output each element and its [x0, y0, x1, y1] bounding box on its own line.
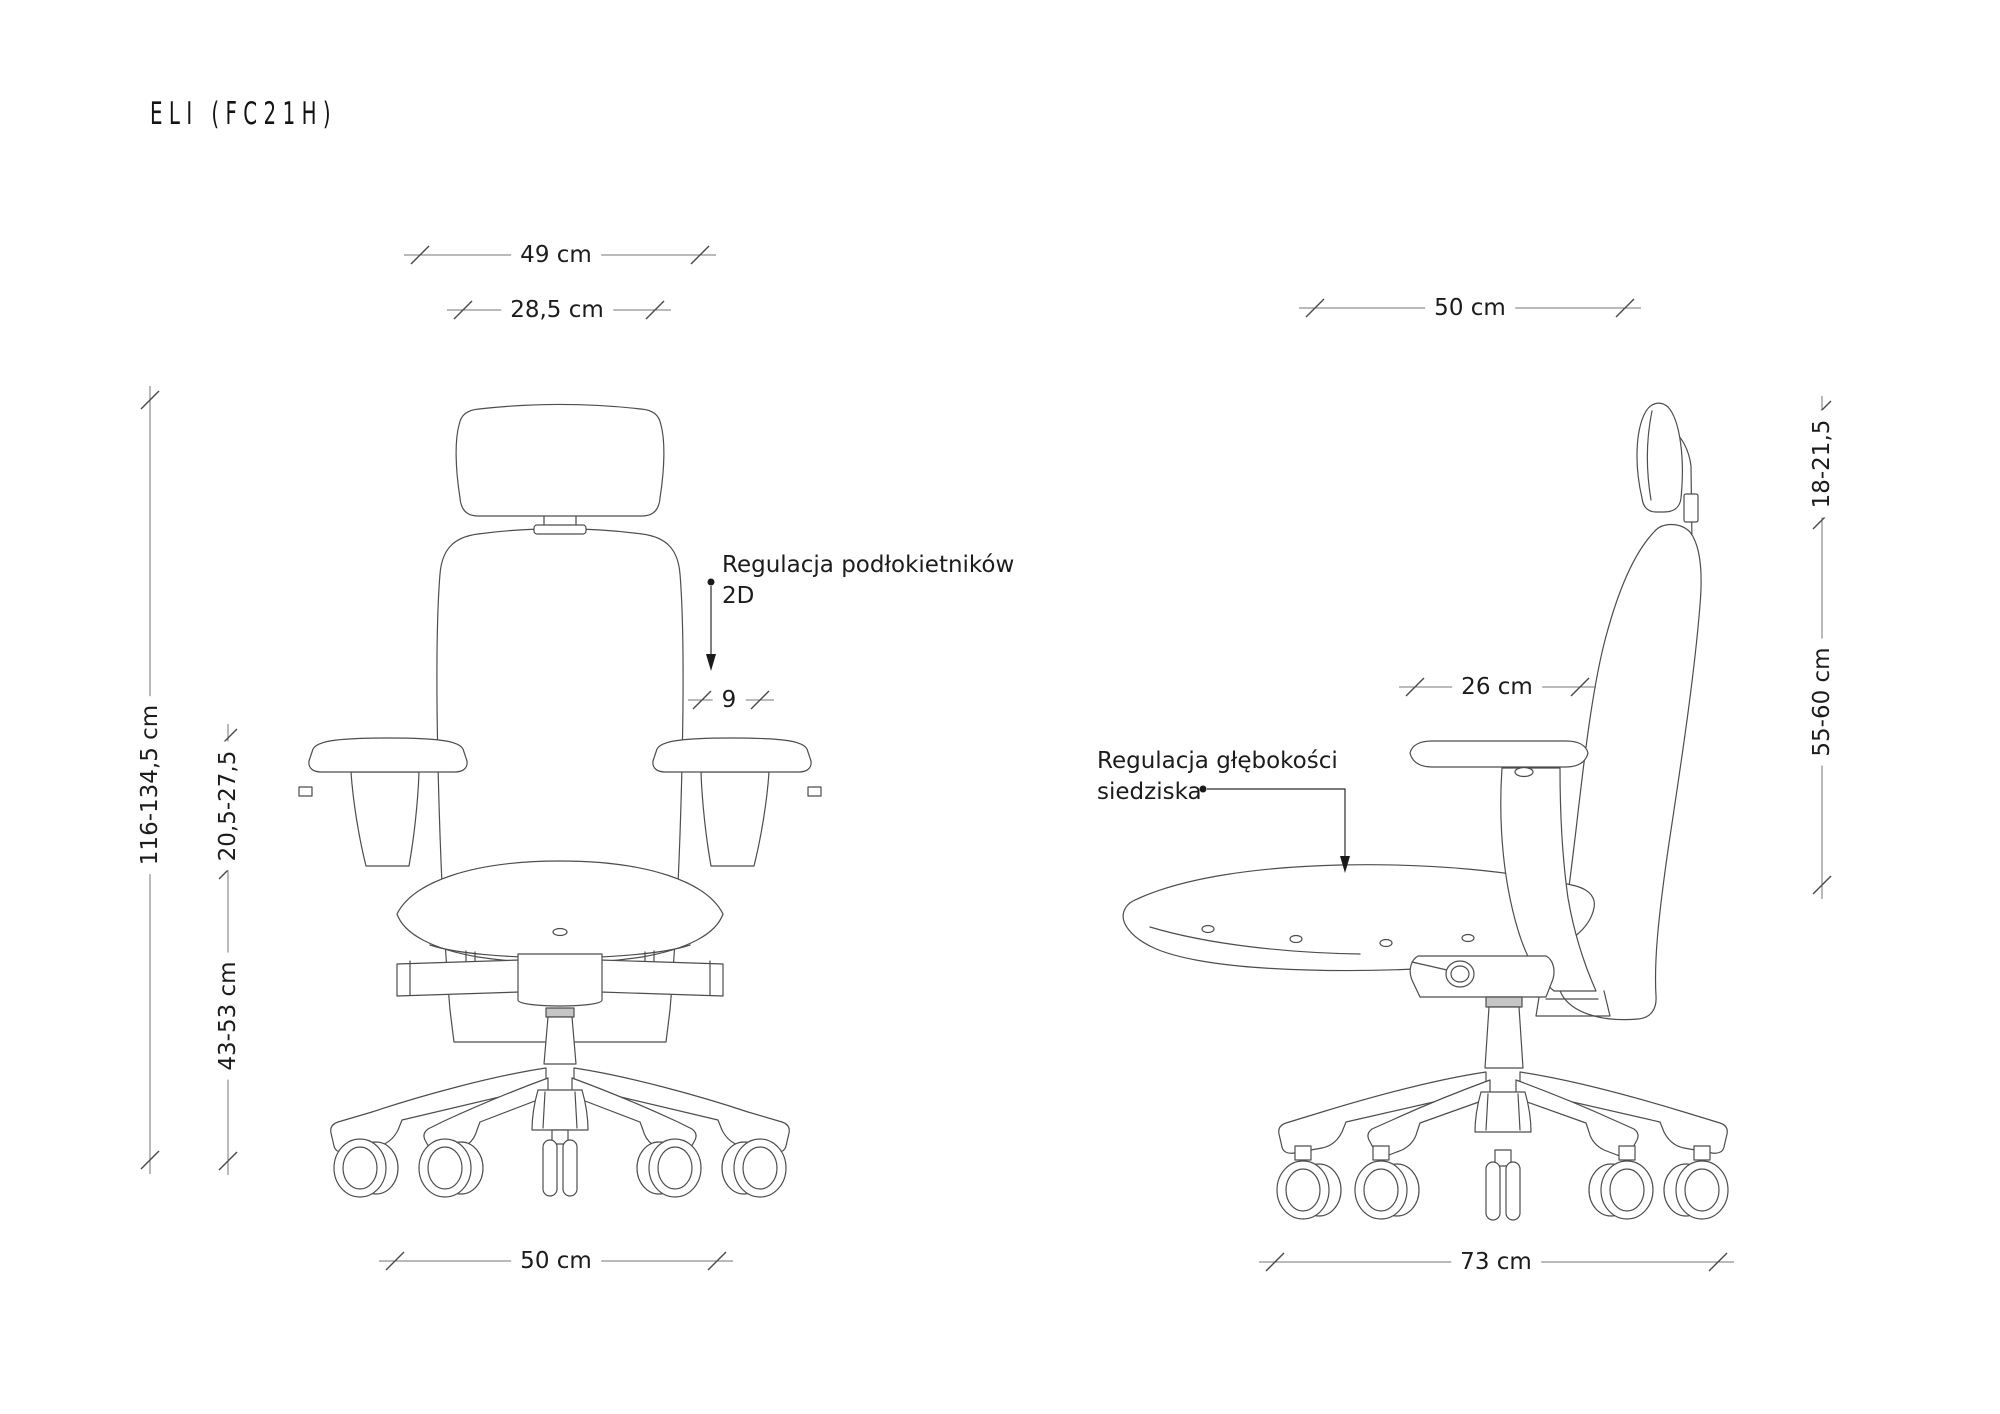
- side-view-drawing: [1123, 403, 1728, 1220]
- side-mechanism: [1410, 956, 1554, 997]
- side-headrest-clamp: [1684, 494, 1698, 522]
- side-backrest-height-label: 55-60 cm: [1809, 638, 1835, 765]
- front-headrest-width-label: 28,5 cm: [501, 297, 613, 323]
- front-armrest-height-label: 20,5-27,5: [215, 742, 241, 871]
- front-total-height-label: 116-134,5 cm: [137, 696, 163, 874]
- front-base-arm-center: [532, 1090, 588, 1130]
- front-casters: [334, 1130, 786, 1197]
- side-headrest-range-label: 18-21,5: [1809, 411, 1835, 518]
- side-base-arm-center: [1475, 1092, 1531, 1132]
- front-right-armrest-button: [808, 787, 821, 796]
- seat-depth-note-line2: siedziska: [1097, 779, 1202, 805]
- front-headrest: [456, 405, 664, 517]
- front-armrest-pad-width-label: 9: [713, 687, 746, 713]
- front-top-width-label: 49 cm: [511, 242, 601, 268]
- front-right-armrest-support: [701, 772, 769, 866]
- side-armrest-pad: [1410, 741, 1588, 767]
- front-left-armrest-support: [351, 772, 419, 866]
- armrest-adjustment-note: [722, 550, 1014, 612]
- front-left-armrest-button: [299, 787, 312, 796]
- side-armrest-pad-depth-label: 26 cm: [1452, 674, 1542, 700]
- side-gas-lift-collar: [1486, 997, 1522, 1007]
- leader-armrest-adjustment: [706, 579, 716, 672]
- side-headrest: [1637, 403, 1682, 512]
- front-seat-width-label: 50 cm: [511, 1248, 601, 1274]
- front-gas-lift: [544, 1017, 576, 1064]
- armrest-adjustment-note-line2: 2D: [722, 583, 755, 609]
- side-armrest-adjuster: [1515, 768, 1533, 777]
- front-mechanism: [518, 954, 602, 1006]
- armrest-adjustment-note-line1: Regulacja podłokietników: [722, 552, 1015, 578]
- front-left-armrest-pad: [309, 738, 467, 772]
- front-gas-lift-collar: [546, 1008, 574, 1017]
- seat-depth-note-line1: Regulacja głębokości: [1097, 748, 1338, 774]
- side-mechanism-knob: [1446, 961, 1474, 987]
- front-view-drawing: [299, 405, 821, 1198]
- front-tilt-arm-right: [600, 960, 723, 996]
- front-seat-height-label: 43-53 cm: [215, 952, 241, 1079]
- seat-depth-note: [1097, 746, 1338, 808]
- side-gas-lift: [1485, 1007, 1523, 1068]
- side-casters: [1277, 1146, 1728, 1220]
- side-base-depth-label: 73 cm: [1451, 1249, 1541, 1275]
- page-title: ELI (FC21H): [150, 96, 338, 132]
- front-right-armrest-pad: [653, 738, 811, 772]
- front-headrest-mount: [534, 525, 586, 534]
- side-top-depth-label: 50 cm: [1425, 295, 1515, 321]
- front-tilt-arm-left: [397, 960, 520, 996]
